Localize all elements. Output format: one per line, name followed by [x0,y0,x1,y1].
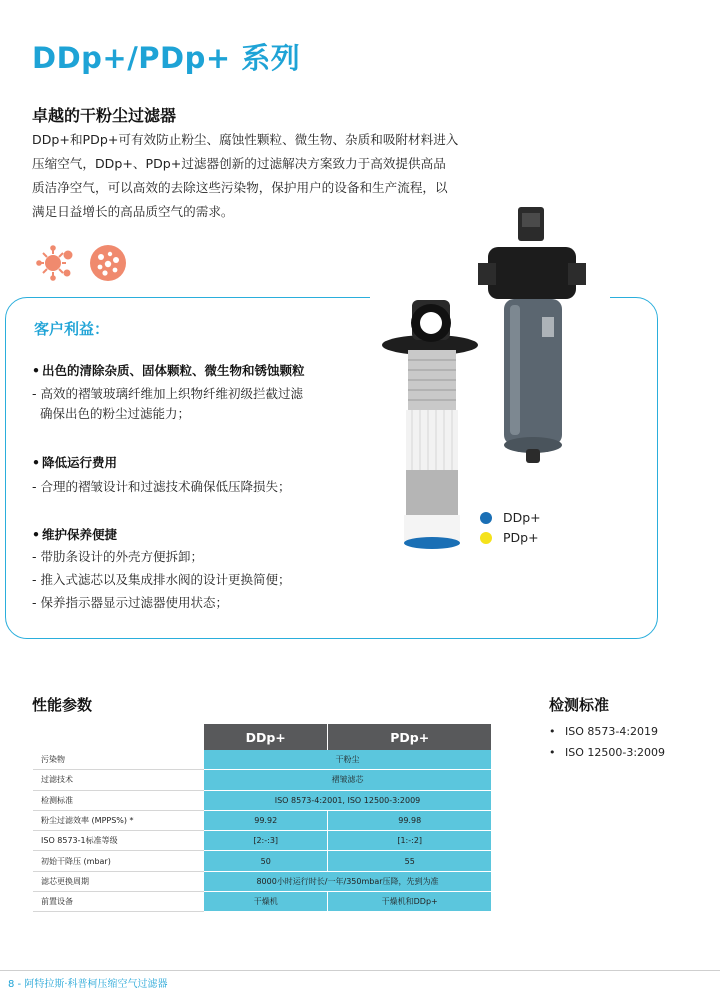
page-subtitle: 卓越的干粉尘过滤器 [32,106,177,125]
benefit-heading: • 维护保养便捷 [32,527,118,542]
row-value: ISO 8573-4:2001, ISO 12500-3:2009 [204,790,492,810]
row-label: 粉尘过滤效率 (MPPS%) * [33,810,204,830]
column-header: DDp+ [204,724,328,750]
row-value: 99.98 [328,810,491,830]
benefit-heading-text: 维护保养便捷 [42,527,118,542]
row-value: 50 [204,851,328,871]
standards-list [549,721,665,763]
row-value: 干燥机和DDp+ [328,892,491,912]
benefit-line: - 保养指示器显示过滤器使用状态； [32,595,228,610]
benefit-line: - 合理的褶皱设计和过滤技术确保低压降损失； [32,479,291,494]
row-label: 过滤技术 [33,770,204,790]
page-footer: 8 - 阿特拉斯·科普柯压缩空气过滤器 [8,979,168,990]
table-row [33,750,491,770]
list-item: • ISO 12500-3:2009 [549,746,666,759]
table-row [33,892,491,912]
legend-label: PDp+ [503,530,539,545]
row-label: 检测标准 [33,790,204,810]
table-row [33,871,491,891]
intro-line: 压缩空气，DDp+、PDp+过滤器创新的过滤解决方案致力于高效提供高品 [32,156,446,171]
legend-dot-pdp [480,532,492,544]
column-header: PDp+ [328,724,491,750]
performance-title: 性能参数 [32,696,93,714]
benefit-line: 确保出色的粉尘过滤能力； [32,406,190,421]
table-row [33,790,491,810]
benefit-heading-text: 降低运行费用 [42,455,118,470]
spec-table [33,724,491,912]
row-label: 前置设备 [33,892,204,912]
page-title: DDp+/PDp+ 系列 [32,41,301,75]
microbe-icon [36,243,76,283]
legend-label: DDp+ [503,510,541,525]
row-label: 污染物 [33,750,204,770]
intro-line: DDp+和PDp+可有效防止粉尘、腐蚀性颗粒、微生物、杂质和吸附材料进入 [32,132,459,147]
benefit-line: - 带肋条设计的外壳方便拆卸； [32,549,203,564]
row-value: 干粉尘 [204,750,492,770]
legend-dot-ddp [480,512,492,524]
table-row [33,770,491,790]
table-row [33,810,491,830]
row-label: 初始干降压 (mbar) [33,851,204,871]
intro-line: 满足日益增长的高品质空气的需求。 [32,204,234,219]
benefit-heading: • 出色的清除杂质、固体颗粒、微生物和锈蚀颗粒 [32,363,305,378]
row-value: [2:-:3] [204,831,328,851]
benefit-line: - 高效的褶皱玻璃纤维加上织物纤维初级拦截过滤 [32,386,303,401]
benefit-line: - 推入式滤芯以及集成排水阀的设计更换简便； [32,572,291,587]
row-label: ISO 8573-1标准等级 [33,831,204,851]
table-row [33,851,491,871]
benefit-heading: • 降低运行费用 [32,455,118,470]
dust-particles-icon [88,243,128,283]
table-row [33,831,491,851]
row-value: 8000小时运行时长/一年/350mbar压降，先到为准 [204,871,492,891]
row-value: 99.92 [204,810,328,830]
standards-title: 检测标准 [549,696,610,714]
intro-line: 质洁净空气，可以高效的去除这些污染物，保护用户的设备和生产流程，以 [32,180,448,195]
table-corner [33,724,204,750]
row-value: 55 [328,851,491,871]
row-label: 滤芯更换周期 [33,871,204,891]
footer-divider [0,970,720,971]
benefits-title: 客户利益： [34,320,110,338]
list-item: • ISO 8573-4:2019 [549,725,659,738]
row-value: 干燥机 [204,892,328,912]
filter-product-image [370,205,610,565]
row-value: 褶皱滤芯 [204,770,492,790]
row-value: [1:-:2] [328,831,491,851]
benefit-heading-text: 出色的清除杂质、固体颗粒、微生物和锈蚀颗粒 [42,363,305,378]
